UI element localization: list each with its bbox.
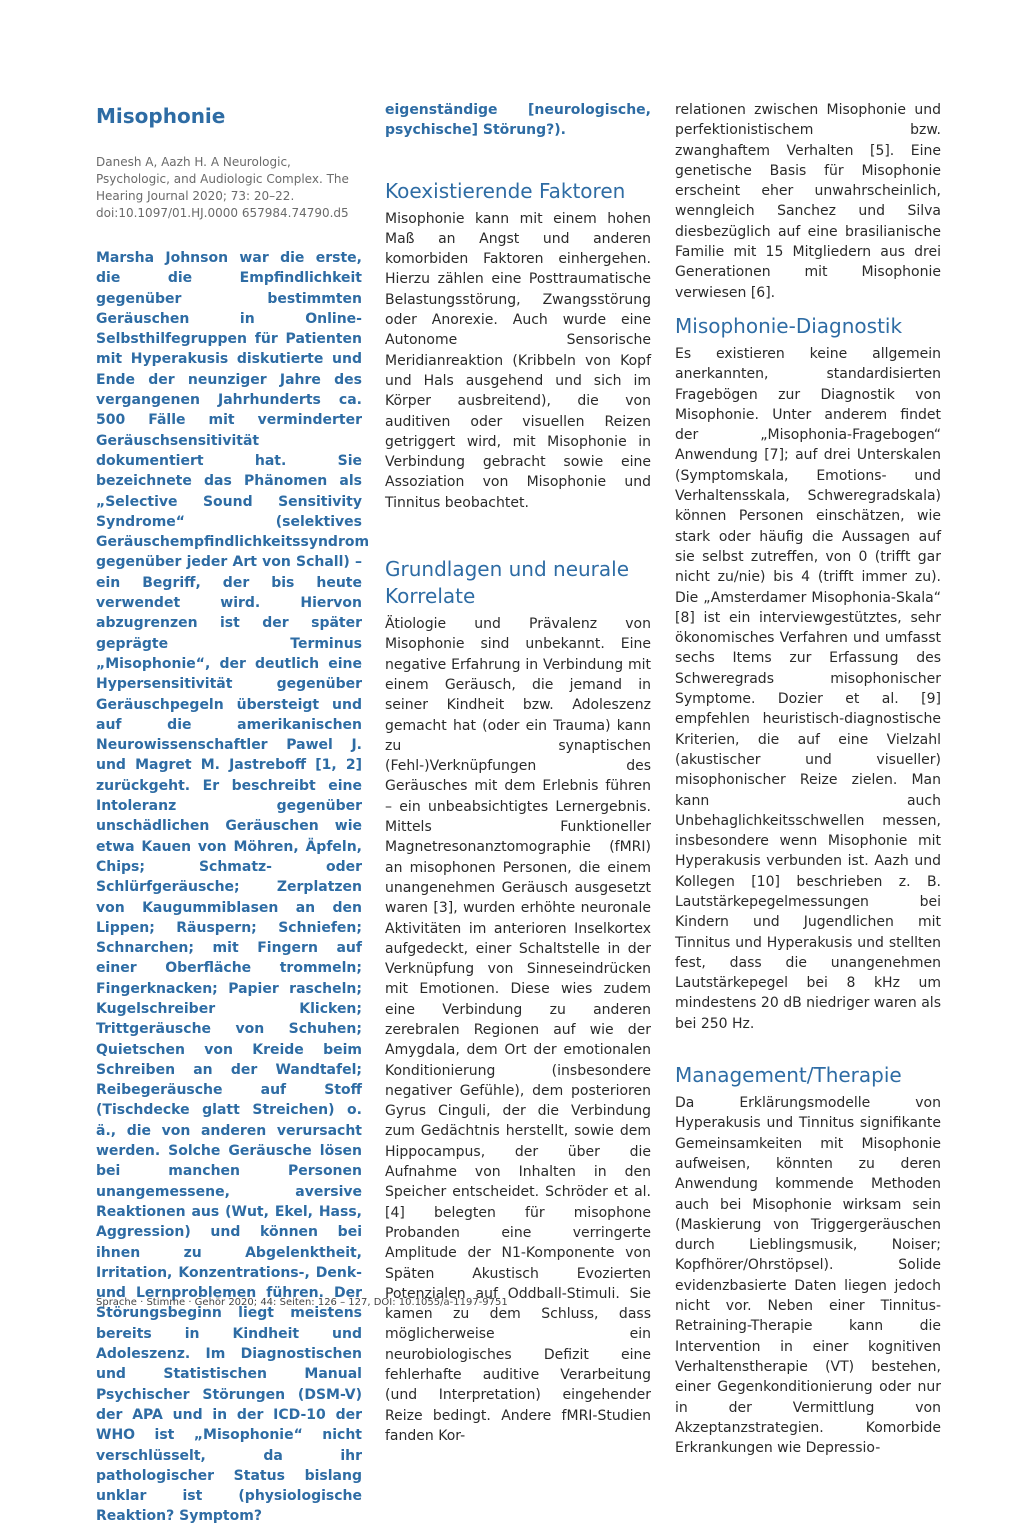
- heading-koexistierende-faktoren: Koexistierende Faktoren: [385, 178, 626, 203]
- heading-management-therapie: Management/Therapie: [675, 1063, 902, 1088]
- abstract-continued: eigenständige [neurologische, psychische] Störung?).: [385, 102, 651, 139]
- column-2: [385, 100, 651, 1446]
- section-diagnostik-text: Es existieren keine allgemein anerkannten, standardisierten Fragebögen zur Diagnostik von Misophonie. Unter anderem findet der „Misophonia-Fragebogen“ Anwendung [7]; auf drei Unterskalen (Symptomskala, Emotions- und Verhaltensskala, Schweregradskala) können Personen einschätzen, wie stark oder häufig die Aussagen auf sie selbst zutreffen, von 0 (trifft gar nicht zu/nie) bis 4 (trifft immer zu). Die „Amsterdamer Misophonia-Skala“ [8] ist ein interviewgestütztes, sehr ökonomisches Verfahren und umfasst sechs Items zur Erfassung des Schweregrads misophonischer Symptome. Dozier et al. [9] empfehlen heuristisch-diagnostische Kriterien, die auf eine Vielzahl (akustischer und visueller) misophonischer Reize zielen. Man kann auch Unbehaglichkeitsschwellen messen, insbesondere wenn Misophonie mit Hyperakusis verbunden ist. Aazh und Kollegen [10] beschrieben z. B. Lautstärkepegelmessungen bei Kindern und Jugendlichen mit Tinnitus und Hyperakusis und stellten fest, dass die unangenehmen Lautstärkepegel bei 8 kHz um mindestens 20 dB niedriger waren als bei 250 Hz.: [675, 345, 941, 1032]
- section-grundlagen-continued: relationen zwischen Misophonie und perfektionistischem bzw. zwanghaftem Verhalten [5]. Eine genetische Basis für Misophonie erscheint eher unwahrscheinlich, wenngleich Sanchez und Silva diesbezüglich auf eine brasilianische Familie mit 15 Mitgliedern aus drei Generationen mit Misophonie verwiesen [6].: [675, 102, 941, 301]
- page-footer: Sprache · Stimme · Gehör 2020; 44: Seiten: 126 – 127, DOI: 10.1055/a-1197-9751: [96, 1297, 508, 1308]
- column-3: [675, 100, 941, 1458]
- article-title: Misophonie: [96, 104, 226, 128]
- heading-diagnostik: Misophonie-Diagnostik: [675, 313, 903, 338]
- source-reference: Danesh A, Aazh H. A Neurologic, Psychologic, and Audiologic Complex. The Hearing Journal 2020; 73: 20–22. doi:10.1097/01.HJ.0000 657984.74790.d5: [96, 155, 349, 220]
- section-koexistierende-faktoren-text: Misophonie kann mit einem hohen Maß an Angst und anderen komorbiden Faktoren einhergehen. Hierzu zählen eine Posttraumatische Belastungsstörung, Zwangsstörung oder Anorexie. Auch wurde eine Autonome Sensorische Meridianreaktion (Kribbeln von Kopf und Hals ausgehend und sich im Körper ausbreitend), die von auditiven oder visuellen Reizen getriggert wird, mit Misophonie in Verbindung gebracht sowie eine Assoziation von Misophonie und Tinnitus beobachtet.: [385, 210, 651, 511]
- heading-grundlagen: Grundlagen und neurale Korrelate: [385, 557, 630, 609]
- abstract-text: Marsha Johnson war die erste, die die Empfindlichkeit gegenüber bestimmten Geräuschen in Online-Selbsthilfegruppen für Patienten mit Hyperakusis diskutierte und Ende der neunziger Jahre des vergangenen Jahrhunderts ca. 500 Fälle mit verminderter Geräuschsensitivität dokumentiert hat. Sie bezeichnete das Phänomen als „Selective Sound Sensitivity Syndrome“ (selektives Geräuschempfindlichkeitssyndrom gegenüber jeder Art von Schall) – ein Begriff, der bis heute verwendet wird. Hiervon abzugrenzen ist der später geprägte Terminus „Misophonie“, der deutlich eine Hypersensitivität gegenüber Geräuschpegeln übersteigt und auf die amerikanischen Neurowissenschaftler Pawel J. und Magret M. Jastreboff [1, 2] zurückgeht. Er beschreibt eine Intoleranz gegenüber unschädlichen Geräuschen wie etwa Kauen von Möhren, Äpfeln, Chips; Schmatz- oder Schlürfgeräusche; Zerplatzen von Kaugummiblasen an den Lippen; Räuspern; Schniefen; Schnarchen; mit Fingern auf einer Oberfläche trommeln; Fingerknacken; Papier rascheln; Kugelschreiber Klicken; Trittgeräusche von Schuhen; Quietschen von Kreide beim Schreiben an der Wandtafel; Reibegeräusche auf Stoff (Tischdecke glatt Streichen) o. ä., die von anderen verursacht werden. Solche Geräusche lösen bei manchen Personen unangemessene, aversive Reaktionen aus (Wut, Ekel, Hass, Aggression) und können bei ihnen zu Abgelenktheit, Irritation, Konzentrations-, Denk- und Lernproblemen führen. Der Störungsbeginn liegt meistens bereits in Kindheit und Adoleszenz. Im Diagnostischen und Statistischen Manual Psychischer Störungen (DSM-V) der APA und in der ICD-10 der WHO ist „Misophonie“ nicht verschlüsselt, da ihr pathologischer Status bislang unklar ist (physiologische Reaktion? Symptom?: [96, 250, 370, 1525]
- column-1: [96, 100, 370, 1527]
- section-management-text: Da Erklärungsmodelle von Hyperakusis und Tinnitus signifikante Gemeinsamkeiten mit Misophonie aufweisen, könnten zu deren Anwendung kommende Methoden auch bei Misophonie wirksam sein (Maskierung von Triggergeräuschen durch Lieblingsmusik, Noiser; Kopfhörer/Ohrstöpsel). Solide evidenzbasierte Daten liegen jedoch nicht vor. Neben einer Tinnitus-Retraining-Therapie kann die Intervention in einer kognitiven Verhaltenstherapie (VT) bestehen, einer Gegenkonditionierung oder nur in der Vermittlung von Akzeptanzstrategien. Komorbide Erkrankungen wie Depressio-: [675, 1095, 941, 1457]
- section-grundlagen-text: Ätiologie und Prävalenz von Misophonie sind unbekannt. Eine negative Erfahrung in Verbindung mit einem Geräusch, die jemand in seiner Kindheit bzw. Adoleszenz gemacht hat (oder ein Trauma) kann zu synaptischen (Fehl-)Verknüpfungen des Geräusches mit dem Erlebnis führen – ein unbeabsichtigtes Lernergebnis. Mittels Funktioneller Magnetresonanztomographie (fMRI) an misophonen Personen, die einem unangenehmen Geräusch ausgesetzt waren [3], wurden erhöhte neuronale Aktivitäten im anterioren Inselkortex aufgedeckt, einer Schaltstelle in der Verknüpfung von Sinneseindrücken mit Emotionen. Diese wies zudem eine Verbindung zu anderen zerebralen Regionen auf wie der Amygdala, dem Ort der emotionalen Konditionierung (insbesondere negativer Gefühle), dem posterioren Gyrus Cinguli, der die Verbindung zum Gedächtnis herstellt, sowie dem Hippocampus, der über die Aufnahme von Inhalten in den Speicher entscheidet. Schröder et al. [4] belegten für misophone Probanden eine verringerte Amplitude der N1-Komponente von Späten Akustisch Evozierten Potenzialen auf Oddball-Stimuli. Sie kamen zu dem Schluss, dass möglicherweise ein neurobiologisches Defizit eine fehlerhafte auditive Verarbeitung (und Interpretation) eingehender Reize bedingt. Andere fMRI-Studien fanden Kor-: [385, 616, 651, 1444]
